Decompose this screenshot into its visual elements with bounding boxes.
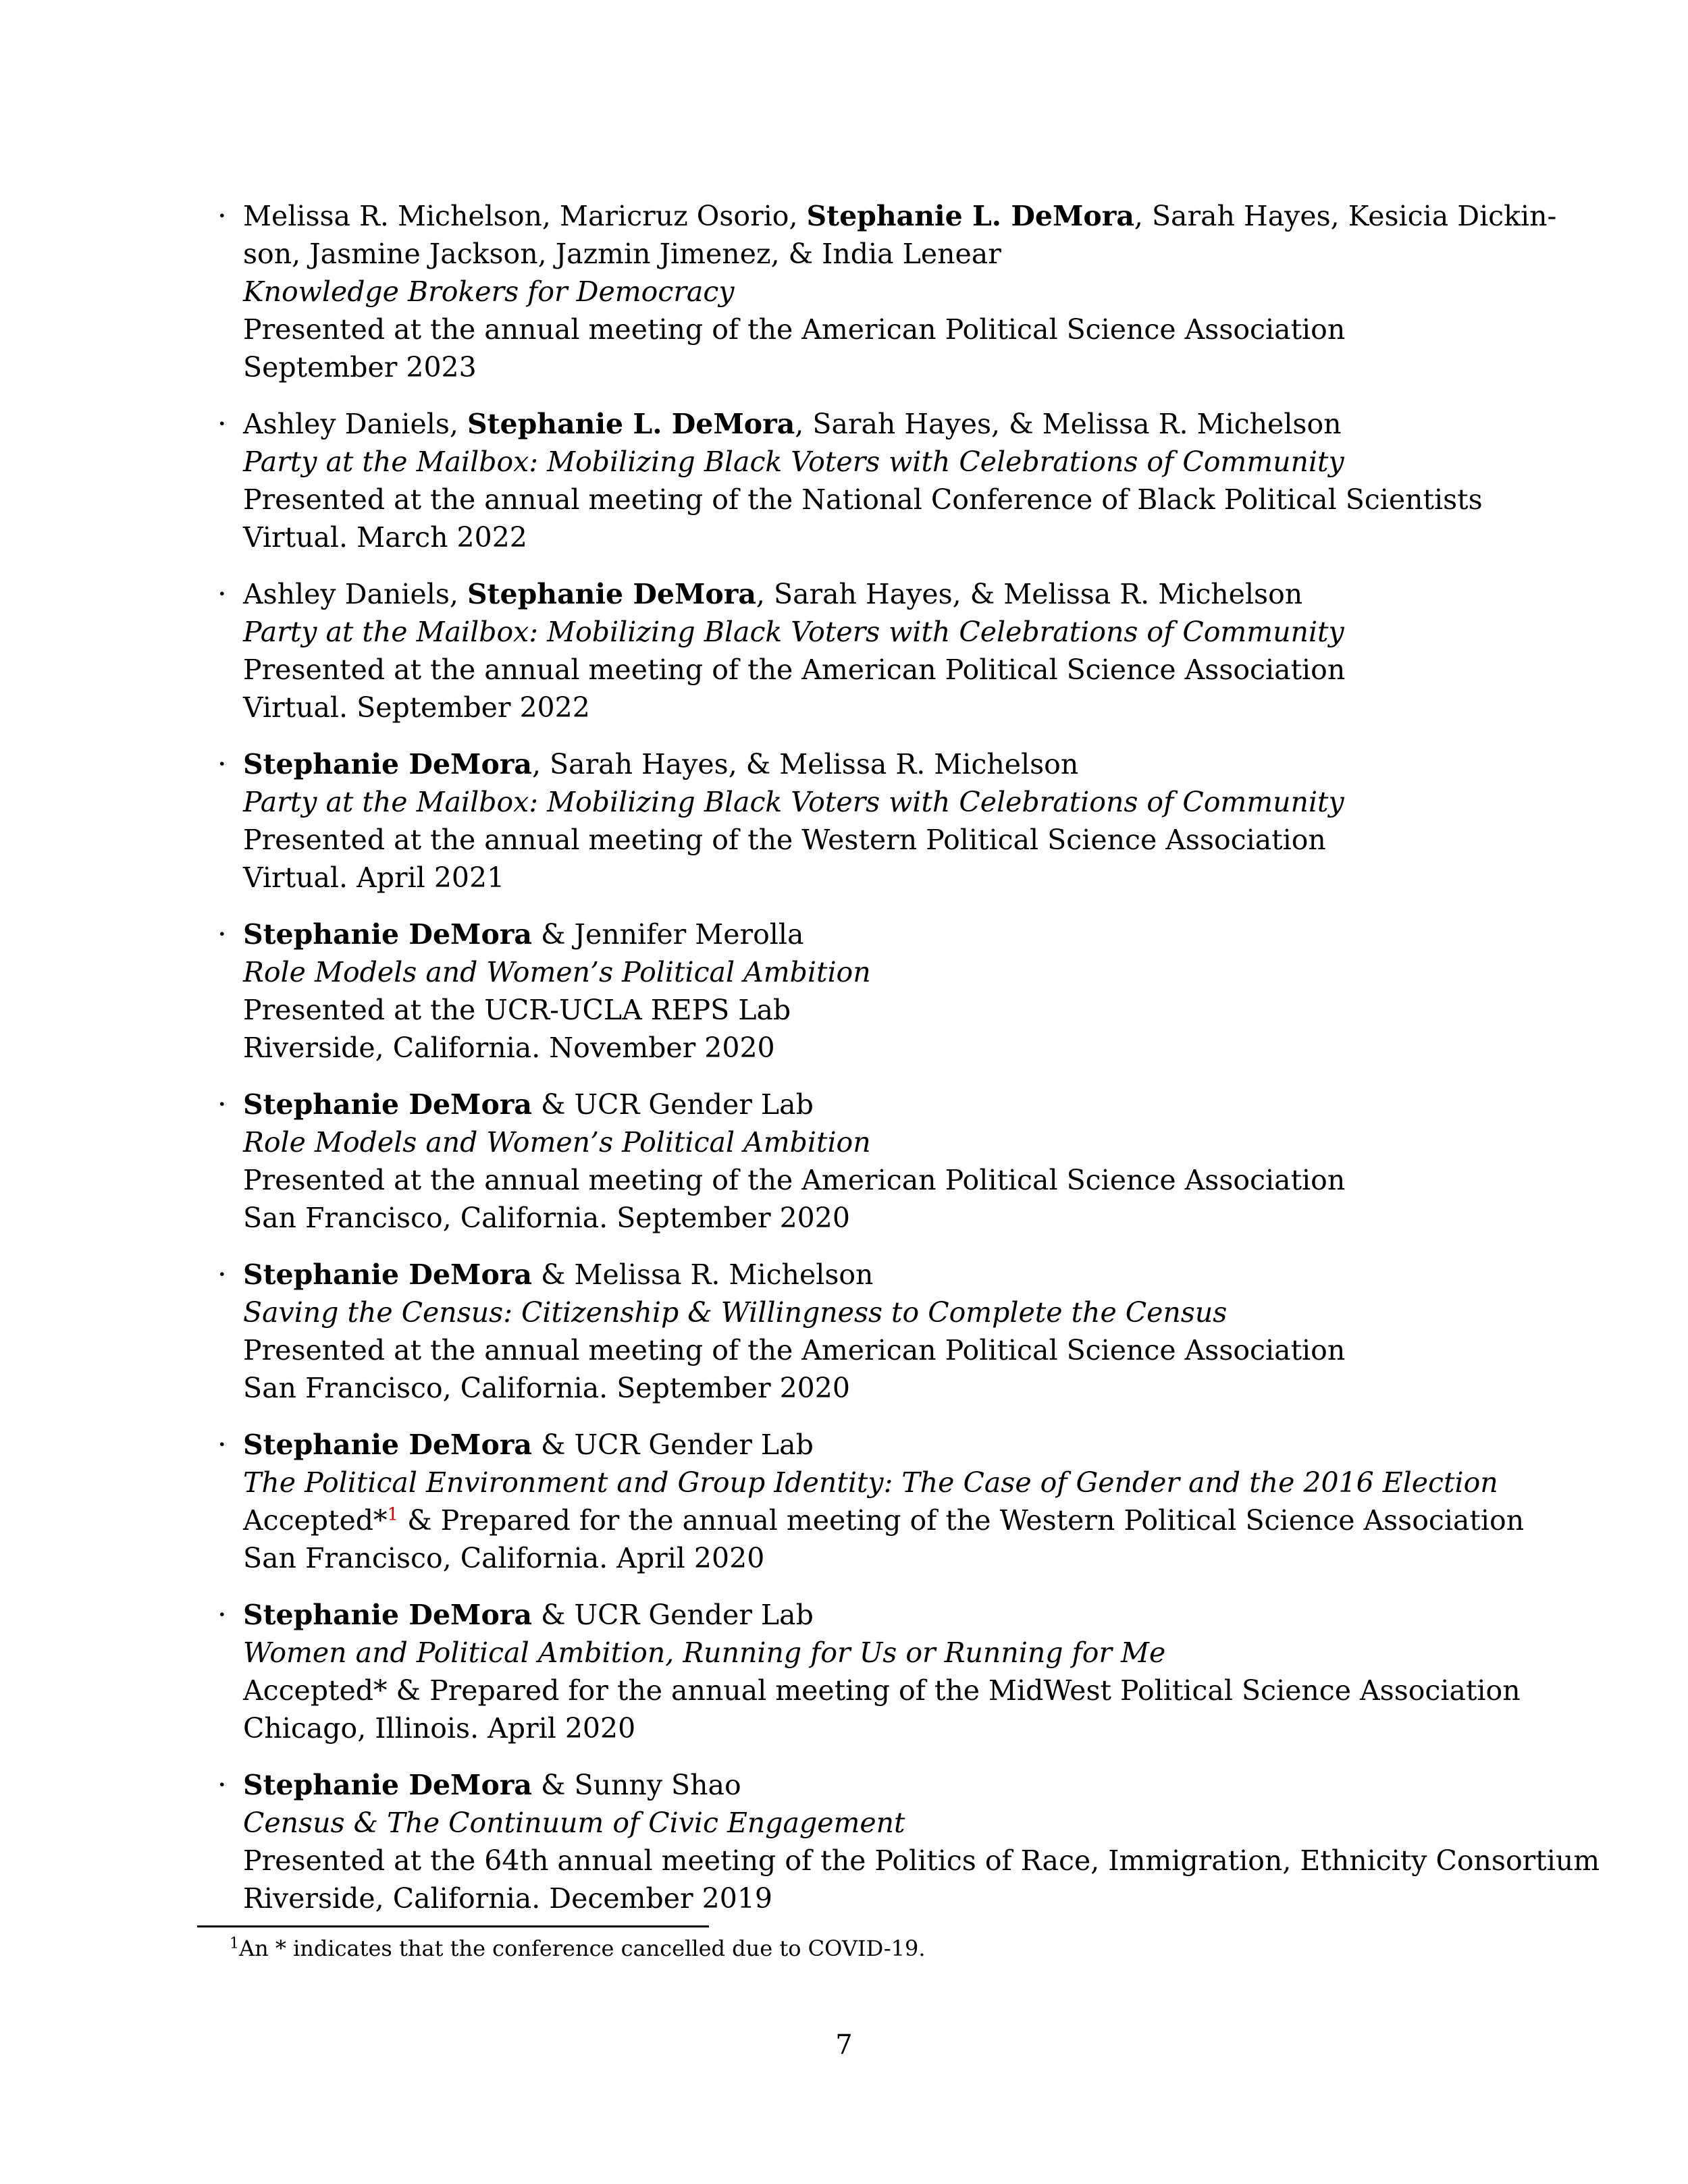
entry-venue: Presented at the annual meeting of the American Political Science Association	[243, 1164, 1346, 1196]
entry-title: Saving the Census: Citizenship & Willingness to Complete the Census	[243, 1296, 1228, 1329]
author-text: & Sunny Shao	[531, 1769, 741, 1801]
author-highlight: Stephanie DeMora	[243, 1088, 532, 1121]
presentation-entry	[197, 197, 1557, 386]
entry-location-date: Virtual. April 2021	[243, 861, 505, 894]
author-text: & Melissa R. Michelson	[531, 1258, 874, 1291]
entry-venue	[243, 1501, 1525, 1539]
bullet-marker: ·	[217, 1258, 227, 1291]
footnote-text: An * indicates that the conference cancelled due to COVID-19.	[239, 1936, 926, 1961]
entry-authors	[243, 405, 1500, 443]
author-text: & UCR Gender Lab	[531, 1088, 814, 1121]
author-text: , Sarah Hayes, & Melissa R. Michelson	[531, 748, 1079, 780]
presentation-entry	[197, 405, 1500, 556]
author-text: , Sarah Hayes, & Melissa R. Michelson	[756, 578, 1303, 610]
entry-venue: Presented at the annual meeting of the American Political Science Association	[243, 313, 1346, 346]
entry-title: Role Models and Women’s Political Ambition	[243, 956, 871, 988]
entry-authors	[243, 575, 1500, 613]
author-highlight: Stephanie DeMora	[243, 918, 532, 951]
author-text: , Sarah Hayes, & Melissa R. Michelson	[795, 408, 1342, 440]
entry-venue: Presented at the annual meeting of the National Conference of Black Political Scientists	[243, 483, 1483, 516]
author-highlight: Stephanie L. DeMora	[806, 200, 1134, 232]
entry-location-date: Virtual. March 2022	[243, 521, 527, 554]
footnote-rule	[197, 1925, 709, 1927]
author-text: Melissa R. Michelson, Maricruz Osorio,	[243, 200, 807, 232]
presentation-list	[197, 197, 1600, 1936]
bullet-marker: ·	[217, 1598, 227, 1632]
bullet-marker: ·	[217, 1088, 227, 1121]
author-highlight: Stephanie DeMora	[243, 1429, 532, 1461]
bullet-marker: ·	[217, 747, 227, 781]
author-highlight: Stephanie L. DeMora	[467, 408, 795, 440]
entry-title: Party at the Mailbox: Mobilizing Black Voters with Celebrations of Community	[243, 446, 1344, 478]
presentation-entry	[197, 1766, 1600, 1917]
author-text: & UCR Gender Lab	[531, 1429, 814, 1461]
entry-title: Role Models and Women’s Political Ambition	[243, 1126, 871, 1158]
entry-authors	[243, 1426, 1500, 1464]
entry-venue: Accepted* & Prepared for the annual meeting of the MidWest Political Science Association	[243, 1674, 1521, 1707]
presentation-entry	[197, 915, 1500, 1067]
venue-text: & Prepared for the annual meeting of the Western Political Science Association	[398, 1504, 1525, 1537]
bullet-marker: ·	[217, 199, 227, 233]
entry-location-date: Riverside, California. December 2019	[243, 1882, 772, 1915]
presentation-entry	[197, 575, 1500, 726]
presentation-entry	[197, 1256, 1500, 1407]
entry-venue: Presented at the annual meeting of the American Political Science Association	[243, 654, 1346, 686]
footnote-reference-link[interactable]: 1	[387, 1504, 399, 1525]
author-text: , Sarah Hayes, Kesicia Dickin-	[1134, 200, 1557, 232]
author-highlight: Stephanie DeMora	[467, 578, 756, 610]
entry-title: Party at the Mailbox: Mobilizing Black Voters with Celebrations of Community	[243, 616, 1344, 648]
entry-venue: Presented at the UCR-UCLA REPS Lab	[243, 994, 791, 1026]
author-highlight: Stephanie DeMora	[243, 1599, 532, 1631]
entry-authors	[243, 1766, 1500, 1804]
entry-location-date: Chicago, Illinois. April 2020	[243, 1712, 636, 1744]
author-highlight: Stephanie DeMora	[243, 1258, 532, 1291]
entry-location-date: San Francisco, California. April 2020	[243, 1542, 765, 1574]
entry-location-date: San Francisco, California. September 2020	[243, 1372, 850, 1404]
bullet-marker: ·	[217, 917, 227, 951]
entry-authors	[243, 915, 1500, 953]
entry-venue: Presented at the annual meeting of the American Political Science Association	[243, 1334, 1346, 1366]
entry-venue: Presented at the annual meeting of the Western Political Science Association	[243, 824, 1326, 856]
entry-location-date: Riverside, California. November 2020	[243, 1032, 775, 1064]
entry-authors	[243, 1086, 1500, 1123]
entry-venue: Presented at the 64th annual meeting of the Politics of Race, Immigration, Ethnicity Consortium	[243, 1844, 1600, 1877]
bullet-marker: ·	[217, 1428, 227, 1462]
author-text: & UCR Gender Lab	[531, 1599, 814, 1631]
presentation-entry	[197, 1426, 1525, 1577]
footnote	[230, 1934, 926, 1963]
presentation-entry	[197, 1086, 1500, 1237]
entry-authors	[243, 1596, 1500, 1634]
entry-title: Knowledge Brokers for Democracy	[243, 275, 735, 308]
entry-location-date: San Francisco, California. September 2020	[243, 1202, 850, 1234]
author-text: Ashley Daniels,	[243, 408, 467, 440]
entry-location-date: Virtual. September 2022	[243, 691, 590, 724]
bullet-marker: ·	[217, 577, 227, 611]
entry-authors-continued: son, Jasmine Jackson, Jazmin Jimenez, & India Lenear	[243, 238, 1001, 270]
author-highlight: Stephanie DeMora	[243, 748, 532, 780]
entry-authors	[243, 1256, 1500, 1294]
entry-title: Women and Political Ambition, Running for Us or Running for Me	[243, 1636, 1166, 1669]
entry-location-date: September 2023	[243, 351, 477, 383]
footnote-marker: 1	[230, 1935, 239, 1952]
presentation-entry	[197, 1596, 1521, 1747]
author-highlight: Stephanie DeMora	[243, 1769, 532, 1801]
presentation-entry	[197, 745, 1500, 897]
venue-prefix: Accepted*	[243, 1504, 388, 1537]
entry-title: Census & The Continuum of Civic Engagement	[243, 1807, 905, 1839]
author-text: & Jennifer Merolla	[531, 918, 804, 951]
entry-authors	[243, 197, 1557, 235]
bullet-marker: ·	[217, 1768, 227, 1802]
entry-title: The Political Environment and Group Identity: The Case of Gender and the 2016 Election	[243, 1466, 1498, 1499]
author-text: Ashley Daniels,	[243, 578, 467, 610]
page-number: 7	[835, 2029, 853, 2060]
entry-authors	[243, 745, 1500, 783]
bullet-marker: ·	[217, 407, 227, 441]
entry-title: Party at the Mailbox: Mobilizing Black Voters with Celebrations of Community	[243, 786, 1344, 818]
